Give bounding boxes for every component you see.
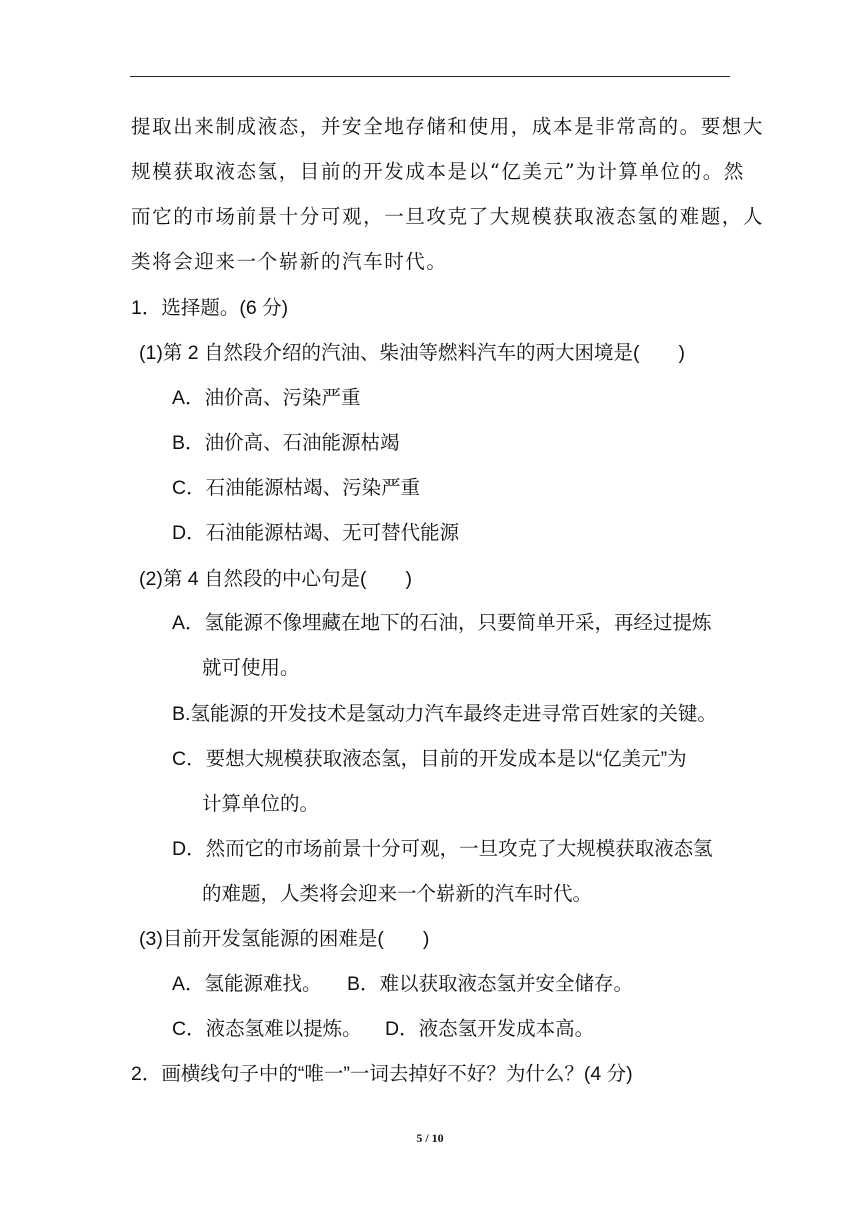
option-a: A．氢能源不像埋藏在地下的石油，只要简单开采，再经过提炼 bbox=[172, 612, 712, 634]
option-a: A．氢能源难找。 bbox=[172, 973, 322, 995]
option-b: B．油价高、石油能源枯竭 bbox=[172, 432, 400, 454]
option-c: C．液态氢难以提炼。 bbox=[172, 1018, 362, 1040]
option-d: D．石油能源枯竭、无可替代能源 bbox=[172, 522, 460, 544]
header-rule bbox=[130, 76, 730, 77]
page-number: 5 / 10 bbox=[416, 1131, 444, 1145]
subquestion-stem: (2)第 4 自然段的中心句是( ) bbox=[139, 568, 413, 590]
option-b: B．难以获取液态氢并安全储存。 bbox=[347, 973, 634, 995]
passage-line: 类将会迎来一个崭新的汽车时代。 bbox=[131, 250, 448, 273]
option-c-continued: 计算单位的。 bbox=[202, 793, 320, 815]
option-d: D．液态氢开发成本高。 bbox=[385, 1018, 595, 1040]
option-c: C．石油能源枯竭、污染严重 bbox=[172, 477, 421, 499]
question-title: 2．画横线句子中的“唯一”一词去掉好不好？为什么？(4 分) bbox=[131, 1063, 633, 1085]
option-a: A．油价高、污染严重 bbox=[172, 387, 361, 409]
passage-line: 提取出来制成液态，并安全地存储和使用，成本是非常高的。要想大 bbox=[131, 115, 765, 138]
question-title: 1．选择题。(6 分) bbox=[131, 297, 289, 319]
subquestion-stem: (1)第 2 自然段介绍的汽油、柴油等燃料汽车的两大困境是( ) bbox=[139, 342, 686, 364]
option-a-continued: 就可使用。 bbox=[202, 657, 300, 679]
passage-line: 而它的市场前景十分可观，一旦攻克了大规模获取液态氢的难题，人 bbox=[131, 205, 765, 228]
subquestion-stem: (3)目前开发氢能源的困难是( ) bbox=[139, 928, 430, 950]
option-d-continued: 的难题，人类将会迎来一个崭新的汽车时代。 bbox=[202, 883, 593, 905]
option-b: B.氢能源的开发技术是氢动力汽车最终走进寻常百姓家的关键。 bbox=[172, 703, 717, 725]
passage-line: 规模获取液态氢，目前的开发成本是以“亿美元”为计算单位的。然 bbox=[131, 160, 745, 183]
option-c: C．要想大规模获取液态氢，目前的开发成本是以“亿美元”为 bbox=[172, 748, 687, 770]
option-d: D．然而它的市场前景十分可观，一旦攻克了大规模获取液态氢 bbox=[172, 838, 713, 860]
